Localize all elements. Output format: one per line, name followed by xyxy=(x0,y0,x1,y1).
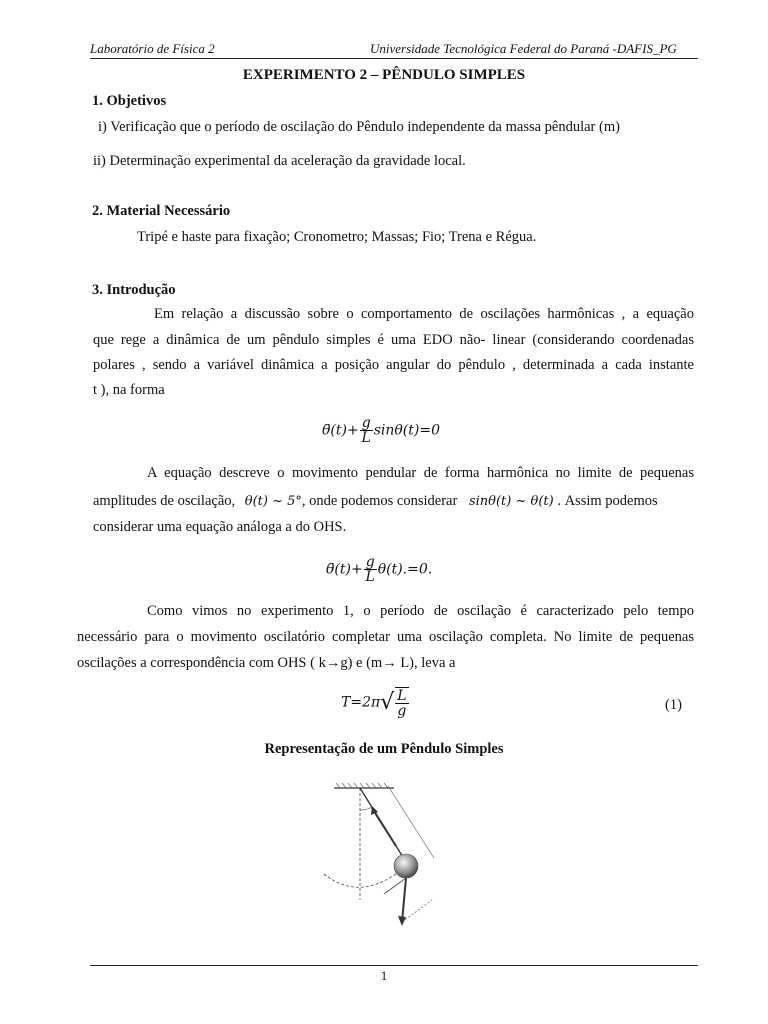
period-line-3: oscilações a correspondência com OHS ( k→g) e (m→ L), leva a xyxy=(77,655,456,671)
eq3-denominator: g xyxy=(397,703,407,719)
equation-number: (1) xyxy=(665,697,682,713)
eq1-numerator: g xyxy=(361,415,371,431)
sqrt-symbol: √ xyxy=(380,689,395,715)
period-line-2: necessário para o movimento oscilatório completar uma oscilação completa. No limite de pequenas xyxy=(77,629,694,645)
harmonic-text-c: . Assim podemos xyxy=(557,493,658,509)
header-rule xyxy=(90,58,698,59)
weight-arrowhead xyxy=(398,916,406,926)
intro-line-2: que rege a dinâmica de um pêndulo simples é uma EDO não- linear (considerando coordenadas xyxy=(93,332,694,348)
arc-path xyxy=(324,866,406,887)
intro-line-1: Em relação a discussão sobre o comportamento de oscilações harmônicas , a equação xyxy=(154,306,694,322)
tension-vector xyxy=(372,808,396,846)
intro-line-4: t ), na forma xyxy=(93,382,165,398)
eq2-fraction xyxy=(364,555,377,584)
section-heading-objetivos: 1. Objetivos xyxy=(92,93,167,109)
objective-2: ii) Determinação experimental da aceleração da gravidade local. xyxy=(93,153,466,169)
header-lab-title: Laboratório de Física 2 xyxy=(90,41,215,56)
objective-1: i) Verificação que o período de oscilação do Pêndulo independente da massa pêndular (m) xyxy=(98,119,620,135)
eq3-numerator: L xyxy=(397,688,407,704)
footer-rule xyxy=(90,965,698,966)
small-angle-condition: θ(t) ~ 5° xyxy=(244,494,302,509)
page-number: 1 xyxy=(380,968,388,983)
eq3-fraction xyxy=(395,687,408,718)
eq2-denominator: L xyxy=(365,569,375,585)
period-line-1: Como vimos no experimento 1, o período de oscilação é caracterizado pelo tempo xyxy=(147,603,694,619)
pendulum-bob xyxy=(394,854,418,878)
eq2-left: θ̈(t)+ xyxy=(326,561,363,578)
eq2-numerator: g xyxy=(365,554,375,570)
pendulum-figure xyxy=(322,782,447,930)
harmonic-line-3: considerar uma equação análoga a do OHS. xyxy=(93,519,347,535)
component-projection xyxy=(402,900,432,922)
header-university: Universidade Tecnológica Federal do Paraná -DAFIS_PG xyxy=(370,41,677,56)
eq1-fraction xyxy=(360,416,373,445)
eq3-left: T=2π xyxy=(341,694,381,711)
figure-caption: Representação de um Pêndulo Simples xyxy=(264,741,504,757)
tangential-component xyxy=(384,878,406,894)
eq1-denominator: L xyxy=(361,430,371,446)
section-heading-introducao: 3. Introdução xyxy=(92,282,176,298)
small-angle-approximation: sinθ(t) ~ θ(t) xyxy=(468,494,554,509)
ceiling-support xyxy=(334,783,394,788)
harmonic-line-1: A equação descreve o movimento pendular de forma harmônica no limite de pequenas xyxy=(147,465,694,481)
eq2-right: θ(t).=0. xyxy=(377,561,433,578)
harmonic-text-b: , onde podemos considerar xyxy=(301,493,458,509)
page-title: EXPERIMENTO 2 – PÊNDULO SIMPLES xyxy=(242,67,526,83)
eq1-left: θ̈(t)+ xyxy=(322,422,359,439)
intro-line-3: polares , sendo a variável dinâmica a posição angular do pêndulo , determinada a cada instante xyxy=(93,357,694,373)
section-heading-material: 2. Material Necessário xyxy=(92,203,231,219)
material-list: Tripé e haste para fixação; Cronometro; Massas; Fio; Trena e Régua. xyxy=(137,229,537,245)
harmonic-text-a: amplitudes de oscilação, xyxy=(93,493,236,509)
harmonic-line-2 xyxy=(93,493,658,510)
equation-pendulum-linear xyxy=(326,555,432,584)
equation-period xyxy=(341,687,410,718)
weight-vector xyxy=(402,878,406,922)
eq1-right: sinθ(t)=0 xyxy=(373,422,440,439)
length-dimension-line xyxy=(388,786,434,858)
equation-pendulum-nonlinear xyxy=(322,416,440,445)
angle-arc xyxy=(360,807,372,810)
